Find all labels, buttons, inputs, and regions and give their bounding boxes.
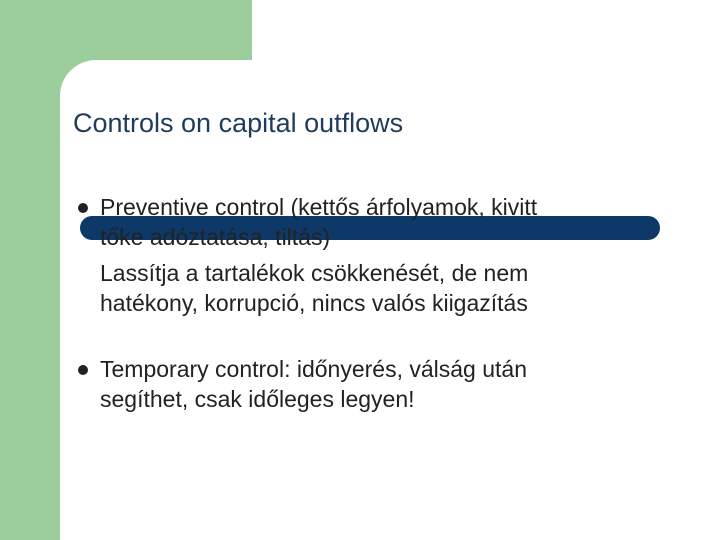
bullet-dot-icon: [78, 365, 88, 375]
bullet-item-temporary: [74, 354, 674, 414]
bullet-sub-line: Lassítja a tartalékok csökkenését, de nem: [100, 260, 529, 286]
bullet-dot-icon: [78, 203, 88, 213]
bullet-item-preventive: [74, 192, 674, 318]
bullet-line: Temporary control: időnyerés, válság után: [100, 356, 527, 382]
bullet-list: [74, 192, 674, 450]
green-side-decoration: [0, 0, 60, 540]
bullet-line: segíthet, csak időleges legyen!: [100, 386, 415, 412]
bullet-sub-paragraph: [100, 258, 674, 318]
bullet-sub-line: hatékony, korrupció, nincs valós kiigazítás: [100, 290, 528, 316]
bullet-line: tőke adóztatása, tiltás): [100, 224, 331, 250]
bullet-line: Preventive control (kettős árfolyamok, kivitt: [100, 194, 538, 220]
slide-title: Controls on capital outflows: [73, 108, 404, 138]
